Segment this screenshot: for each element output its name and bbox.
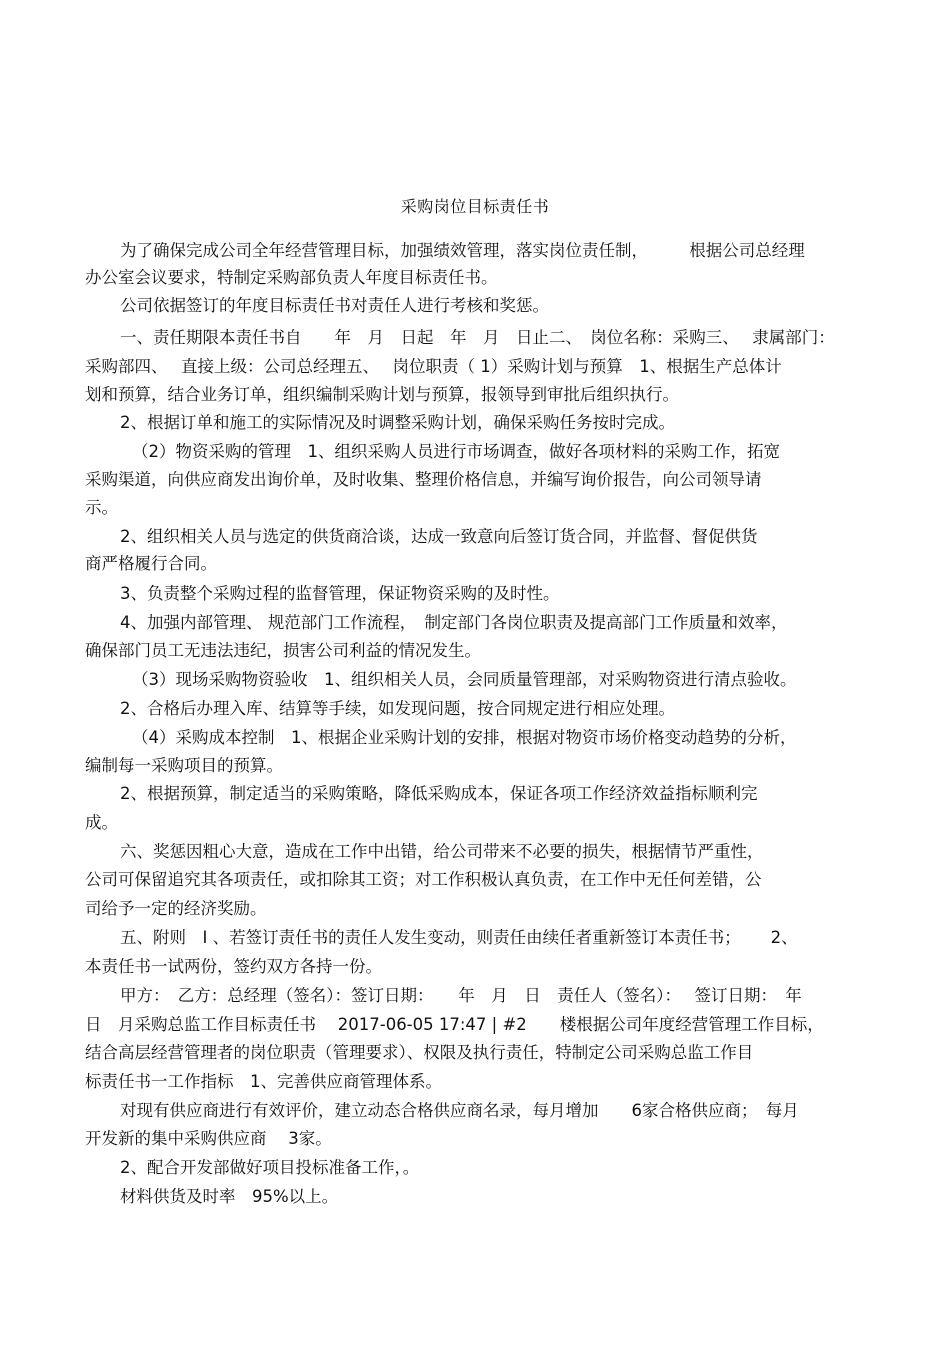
paragraph-line: 确保部门员工无违法违纪，损害公司利益的情况发生。: [85, 641, 481, 660]
paragraph-line: 划和预算，结合业务订单，组织编制采购计划与预算，报领导到审批后组织执行。: [85, 385, 679, 404]
paragraph-line: 2、根据订单和施工的实际情况及时调整采购计划，确保采购任务按时完成。: [120, 413, 675, 432]
paragraph-line: 公司依据签订的年度目标责任书对责任人进行考核和奖惩。: [120, 296, 549, 315]
paragraph-line: 采购渠道，向供应商发出询价单，及时收集、整理价格信息，并编写询价报告，向公司领导请: [85, 470, 762, 489]
paragraph-line: 2、配合开发部做好项目投标准备工作，。: [120, 1158, 420, 1177]
paragraph-line: 开发新的集中采购供应商 3家。: [85, 1129, 332, 1148]
paragraph-line: 甲方： 乙方：总经理（签名）：签订日期： 年 月 日 责任人（签名）： 签订日期： 年: [120, 986, 802, 1005]
paragraph-line: 材料供货及时率 95%以上。: [120, 1187, 339, 1206]
paragraph-line: （2）物资采购的管理 1、组织采购人员进行市场调查，做好各项材料的采购工作，拓宽: [132, 442, 780, 461]
paragraph-line: 办公室会议要求，特制定采购部负责人年度目标责任书。: [85, 268, 498, 287]
paragraph-line: 日 月采购总监工作目标责任书 2017-06-05 17:47 | #2 楼根据公司年度经营管理工作目标，: [85, 1015, 824, 1034]
paragraph-line: 商严格履行合同。: [85, 554, 217, 573]
paragraph-line: 3、负责整个采购过程的监督管理，保证物资采购的及时性。: [120, 584, 560, 603]
paragraph-line: （4）采购成本控制 1、根据企业采购计划的安排，根据对物资市场价格变动趋势的分析，: [132, 728, 797, 747]
paragraph-line: 司给予一定的经济奖励。: [85, 899, 267, 918]
paragraph-line: （3）现场采购物资验收 1、组织相关人员，会同质量管理部，对采购物资进行清点验收。: [132, 670, 797, 689]
paragraph-line: 2、合格后办理入库、结算等手续，如发现问题，按合同规定进行相应处理。: [120, 699, 675, 718]
paragraph-line: 示。: [85, 498, 118, 517]
paragraph-line: 4、加强内部管理、 规范部门工作流程， 制定部门各岗位职责及提高部门工作质量和效率，: [120, 613, 788, 632]
paragraph-line: 2、根据预算，制定适当的采购策略，降低采购成本，保证各项工作经济效益指标顺利完: [120, 784, 758, 803]
paragraph-line: 一、责任期限本责任书自 年 月 日起 年 月 日止二、 岗位名称：采购三、 隶属部门：: [120, 328, 835, 347]
paragraph-line: 编制每一采购项目的预算。: [85, 756, 283, 775]
document-title: 采购岗位目标责任书: [400, 197, 550, 216]
paragraph-line: 公司可保留追究其各项责任，或扣除其工资；对工作积极认真负责，在工作中无任何差错，公: [85, 870, 762, 889]
paragraph-line: 五、附则 I 、若签订责任书的责任人发生变动，则责任由续任者重新签订本责任书； 2、: [120, 928, 798, 947]
paragraph-line: 本责任书一试两份，签约双方各持一份。: [85, 957, 382, 976]
paragraph-line: 采购部四、 直接上级：公司总经理五、 岗位职责（ 1）采购计划与预算 1、根据生产总体计: [85, 357, 782, 376]
paragraph-line: 成。: [85, 813, 118, 832]
paragraph-line: 对现有供应商进行有效评价，建立动态合格供应商名录，每月增加 6家合格供应商； 每月: [120, 1101, 799, 1120]
paragraph-line: 2、组织相关人员与选定的供货商洽谈，达成一致意向后签订货合同，并监督、督促供货: [120, 527, 758, 546]
paragraph-line: 标责任书一工作指标 1、完善供应商管理体系。: [85, 1072, 442, 1091]
paragraph-line: 六、奖惩因粗心大意，造成在工作中出错，给公司带来不必要的损失，根据情节严重性，: [120, 842, 764, 861]
paragraph-line: 为了确保完成公司全年经营管理目标，加强绩效管理，落实岗位责任制， 根据公司总经理: [120, 241, 805, 260]
paragraph-line: 结合高层经营管理者的岗位职责（管理要求）、权限及执行责任，特制定公司采购总监工作目: [85, 1043, 754, 1062]
